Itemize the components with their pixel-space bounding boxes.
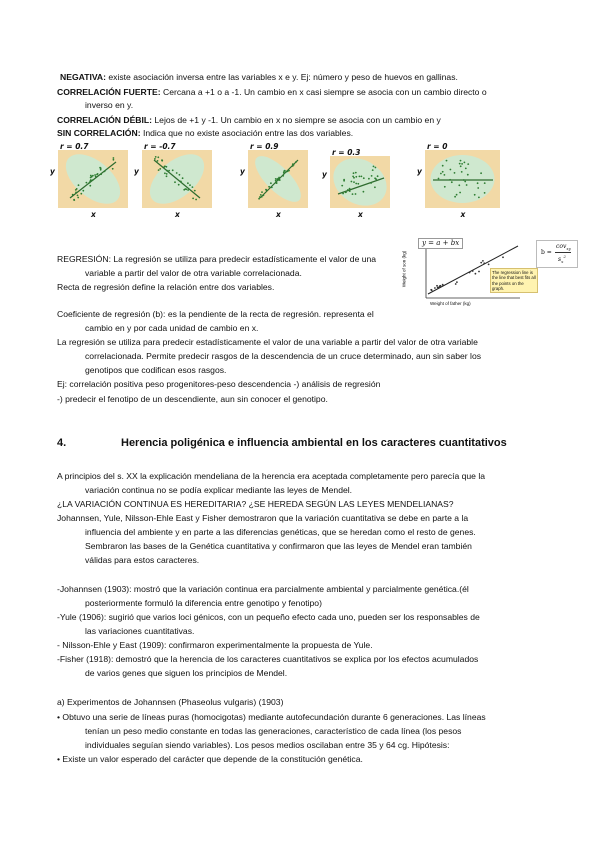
scatter-panel-4	[330, 156, 390, 208]
history-p1: A principios del s. XX la explicación mendeliana de la herencia era aceptada completamente pero parecía que la	[57, 471, 486, 481]
scatter-dot	[73, 199, 75, 201]
scatter-dot	[467, 163, 469, 165]
johannsen-item2: • Existe un valor esperado del carácter que depende de la constitución genética.	[57, 754, 363, 764]
scatter-dot	[359, 176, 361, 178]
scatter-dot	[480, 172, 482, 174]
history-p3-cont2: Sembraron las bases de la Genética cuantitativa y confirmaron que las leyes de Mendel eran también	[85, 541, 472, 551]
scatter-dot	[187, 182, 189, 184]
scatter-dot	[442, 165, 444, 167]
scatter-dot	[478, 197, 480, 199]
x-axis-label: x	[91, 210, 96, 219]
scatter-dot	[275, 180, 277, 182]
scatter-panel-1	[58, 150, 128, 208]
regression-dot	[472, 270, 474, 272]
scatter-dot	[168, 170, 170, 172]
scatter-dot	[459, 192, 461, 194]
y-axis-label: y	[50, 167, 55, 176]
scatter-dot	[477, 187, 479, 189]
scatter-dot	[484, 192, 486, 194]
scatter-dot	[76, 188, 78, 190]
regression-dot	[469, 272, 471, 274]
scatter-dot	[158, 169, 160, 171]
scatter-dot	[373, 166, 375, 168]
scatter-dot	[464, 162, 466, 164]
scatter-dot	[270, 182, 272, 184]
scatter-dot	[458, 184, 460, 186]
scatter-dot	[292, 165, 294, 167]
regresion-uso: La regresión se utiliza para predecir estadísticamente el valor de una variable a partir del valor de otra variable	[57, 337, 478, 347]
scatter-dot	[341, 185, 343, 187]
regresion-uso-cont2: genotipos que codifican esos rasgos.	[85, 365, 227, 375]
scatter-dot	[166, 170, 168, 172]
regresion-uso-cont1: correlacionada. Permite predecir rasgos de la descendencia de un cruce determinado, aun sin saber los	[85, 351, 482, 361]
predecir-fenotipo: -) predecir el fenotipo de un descendiente, aun sin conocer el genotipo.	[57, 394, 328, 404]
regression-formula: b = cov$_{xy}$ $s_x^2$	[536, 240, 578, 268]
ejemplo-correlacion: Ej: correlación positiva peso progenitores-peso descendencia -) análisis de regresión	[57, 379, 381, 389]
scatter-dot	[90, 175, 92, 177]
regresion-def: REGRESIÓN: La regresión se utiliza para predecir estadísticamente el valor de una	[57, 254, 377, 264]
scatter-dot	[442, 171, 444, 173]
scatter-dot	[463, 179, 465, 181]
scatter-dot	[260, 194, 262, 196]
scatter-dot	[90, 179, 92, 181]
scatter-dot	[174, 181, 176, 183]
scatter-dot	[347, 189, 349, 191]
scatter-dot	[459, 163, 461, 165]
scatter-dot	[371, 175, 373, 177]
scatter-dot	[372, 169, 374, 171]
scatter-dot	[282, 175, 284, 177]
scatter-dot	[467, 174, 469, 176]
correlation-r-label: r = 0	[427, 142, 448, 151]
scatter-dot	[449, 179, 451, 181]
history-p3-cont3: válidas para estos caracteres.	[85, 555, 200, 565]
coef-regresion-cont: cambio en y por cada unidad de cambio en x.	[85, 323, 259, 333]
johannsen-item1-cont1: tenían un peso medio constante en todas las generaciones, característico de cada línea (los pesos	[85, 726, 462, 736]
scatter-panel-3	[248, 150, 308, 208]
scatter-dot	[275, 178, 277, 180]
scatter-dot	[370, 182, 372, 184]
bullet-yule: -Yule (1906): sugirió que varios loci génicos, con un pequeño efecto cada uno, pueden ser los responsables de	[57, 612, 480, 622]
scatter-dot	[113, 159, 115, 161]
scatter-dot	[276, 182, 278, 184]
scatter-dot	[266, 189, 268, 191]
scatter-dot	[263, 194, 265, 196]
scatter-dot	[100, 169, 102, 171]
scatter-dot	[277, 178, 279, 180]
regression-dot	[430, 289, 432, 291]
johannsen-item1: • Obtuvo una serie de líneas puras (homocigotas) mediante autofecundación durante 6 generaciones. Las líneas	[57, 712, 486, 722]
coef-regresion: Coeficiente de regresión (b): es la pendiente de la recta de regresión. representa el	[57, 309, 374, 319]
scatter-dot	[342, 193, 344, 195]
scatter-dot	[450, 169, 452, 171]
section-number: 4.	[57, 437, 67, 449]
scatter-dot	[368, 178, 370, 180]
scatter-dot	[77, 197, 79, 199]
history-p3-cont1: influencia del ambiente y en parte a las diferencias genéticas, que se heredan como el resto de genes.	[85, 527, 476, 537]
y-axis-label: y	[322, 170, 327, 179]
regression-dot	[442, 284, 444, 286]
scatter-dot	[100, 173, 102, 175]
scatter-dot	[112, 168, 114, 170]
scatter-dot	[287, 170, 289, 172]
scatter-dot	[352, 193, 354, 195]
scatter-dot	[279, 179, 281, 181]
scatter-dot	[377, 175, 379, 177]
scatter-dot	[456, 194, 458, 196]
scatter-dot	[194, 190, 196, 192]
history-p1-cont: variación continua no se podía explicar mediante las leyes de Mendel.	[85, 485, 353, 495]
scatter-dot	[464, 181, 466, 183]
scatter-dot	[97, 173, 99, 175]
johannsen-title: a) Experimentos de Johannsen (Phaseolus vulgaris) (1903)	[57, 697, 284, 707]
scatter-dot	[154, 158, 156, 160]
scatter-dot	[72, 194, 74, 196]
scatter-dot	[461, 171, 463, 173]
scatter-dot	[89, 185, 91, 187]
scatter-dot	[277, 179, 279, 181]
regression-figure	[401, 236, 536, 310]
recta-regresion: Recta de regresión define la relación entre dos variables.	[57, 282, 275, 292]
fuerte-line: CORRELACIÓN FUERTE: Cercana a +1 o a -1. Un cambio en x casi siempre se asocia con un cambio directo o	[57, 87, 487, 97]
scatter-dot	[77, 195, 79, 197]
scatter-dot	[82, 190, 84, 192]
scatter-dot	[189, 184, 191, 186]
scatter-dot	[94, 174, 96, 176]
scatter-dot	[461, 163, 463, 165]
regression-dot	[478, 271, 480, 273]
regression-dot	[482, 260, 484, 262]
scatter-dot	[451, 181, 453, 183]
x-axis-label: x	[276, 210, 281, 219]
regression-dot	[434, 287, 436, 289]
johannsen-item1-cont2: individuales seguían siendo variables). Los pesos medios oscilaban entre 35 y 64 cg. Hipótesis:	[85, 740, 450, 750]
scatter-dot	[192, 198, 194, 200]
correlation-r-label: r = 0.9	[250, 142, 279, 151]
scatter-dot	[446, 160, 448, 162]
x-axis-label: x	[175, 210, 180, 219]
scatter-dot	[183, 189, 185, 191]
y-axis-label: y	[417, 167, 422, 176]
scatter-dot	[268, 186, 270, 188]
scatter-dot	[259, 196, 261, 198]
scatter-dot	[261, 191, 263, 193]
regression-xlabel: Weight of father (kg)	[430, 301, 471, 306]
scatter-dot	[477, 182, 479, 184]
scatter-dot	[182, 177, 184, 179]
scatter-dot	[86, 182, 88, 184]
scatter-dot	[345, 191, 347, 193]
scatter-dot	[353, 172, 355, 174]
bullet-nilsson: - Nilsson-Ehle y East (1909): confirmaron experimentalmente la propuesta de Yule.	[57, 640, 373, 650]
scatter-dot	[78, 184, 80, 186]
history-p3: Johannsen, Yule, Nilsson-Ehle East y Fisher demostraron que la variación cuantitativa se debe en parte a la	[57, 513, 469, 523]
scatter-dot	[355, 172, 357, 174]
scatter-dot	[355, 176, 357, 178]
scatter-dot	[355, 193, 357, 195]
scatter-dot	[474, 194, 476, 196]
scatter-dot	[363, 191, 365, 193]
scatter-dot	[80, 193, 82, 195]
scatter-dot	[95, 176, 97, 178]
scatter-dot	[172, 169, 174, 171]
scatter-dot	[192, 186, 194, 188]
scatter-dot	[157, 160, 159, 162]
scatter-dot	[454, 196, 456, 198]
scatter-dot	[292, 163, 294, 165]
correlation-r-label: r = 0.3	[332, 148, 361, 157]
scatter-dot	[374, 186, 376, 188]
regression-dot	[475, 273, 477, 275]
scatter-dot	[283, 172, 285, 174]
scatter-dot	[484, 182, 486, 184]
scatter-panel-5	[425, 150, 500, 208]
regression-dot	[436, 285, 438, 287]
scatter-dot	[460, 160, 462, 162]
scatter-dot	[161, 159, 163, 161]
scatter-dot	[159, 168, 161, 170]
scatter-dot	[295, 161, 297, 163]
scatter-dot	[187, 189, 189, 191]
history-question: ¿LA VARIACIÓN CONTINUA ES HEREDITARIA? ¿SE HEREDA SEGÚN LAS LEYES MENDELIANAS?	[57, 499, 454, 509]
x-axis-label: x	[358, 210, 363, 219]
scatter-dot	[355, 183, 357, 185]
scatter-dot	[357, 183, 359, 185]
regression-dot	[455, 283, 457, 285]
scatter-dot	[180, 181, 182, 183]
scatter-dot	[155, 156, 157, 158]
regression-equation: y = a + bx	[418, 238, 463, 249]
scatter-dot	[157, 156, 159, 158]
scatter-dot	[166, 173, 168, 175]
scatter-dot	[261, 196, 263, 198]
scatter-dot	[353, 181, 355, 183]
scatter-dot	[258, 198, 260, 200]
y-axis-label: y	[240, 167, 245, 176]
bullet-fisher: -Fisher (1918): demostró que la herencia de los caracteres cuantitativos se explica por los efectos acumulados	[57, 654, 479, 664]
bullet-fisher-cont: de varios genes que siguen los principios de Mendel.	[85, 668, 288, 678]
regression-ylabel: Weight of son (kg)	[401, 250, 407, 288]
scatter-dot	[271, 187, 273, 189]
scatter-dot	[444, 186, 446, 188]
correlation-r-label: r = -0.7	[144, 142, 176, 151]
scatter-dot	[164, 172, 166, 174]
scatter-dot	[100, 167, 102, 169]
scatter-dot	[438, 178, 440, 180]
scatter-dot	[92, 179, 94, 181]
scatter-dot	[454, 172, 456, 174]
scatter-dot	[113, 157, 115, 159]
section-title: Herencia poligénica e influencia ambiental en los caracteres cuantitativos	[121, 437, 507, 449]
scatter-dot	[176, 172, 178, 174]
regression-dot	[502, 256, 504, 258]
scatter-dot	[185, 188, 187, 190]
scatter-dot	[375, 167, 377, 169]
regression-dot	[456, 281, 458, 283]
x-axis-label: x	[460, 210, 466, 219]
scatter-dot	[284, 170, 286, 172]
scatter-dot	[164, 165, 166, 167]
negativa-line: NEGATIVA: existe asociación inversa entre las variables x e y. Ej: número y peso de huevos en gallinas.	[60, 72, 458, 82]
y-axis-label: y	[134, 167, 139, 176]
scatter-dot	[178, 184, 180, 186]
scatter-dot	[352, 176, 354, 178]
sin-correlacion-line: SIN CORRELACIÓN: Indica que no existe asociación entre las dos variables.	[57, 128, 354, 138]
scatter-panel-2	[142, 150, 212, 208]
scatter-dot	[466, 184, 468, 186]
scatter-dot	[460, 165, 462, 167]
scatter-dot	[104, 171, 106, 173]
scatter-dot	[440, 173, 442, 175]
scatter-dot	[166, 175, 168, 177]
regression-dot	[480, 262, 482, 264]
scatter-dot	[75, 192, 77, 194]
regression-dot	[483, 262, 485, 264]
regresion-def-cont: variable a partir del valor de otra variable correlacionada.	[85, 268, 302, 278]
scatter-dot	[351, 181, 353, 183]
correlation-r-label: r = 0.7	[60, 142, 89, 151]
scatter-dot	[465, 168, 467, 170]
scatter-dot	[349, 190, 351, 192]
scatter-dot	[349, 188, 351, 190]
bullet-yule-cont: las variaciones cuantitativas.	[85, 626, 195, 636]
fuerte-line-cont: inverso en y.	[85, 100, 134, 110]
scatter-dot	[343, 180, 345, 182]
bullet-johannsen-cont: posteriormente formuló la diferencia entre genotipo y fenotipo)	[85, 598, 322, 608]
scatter-dot	[195, 199, 197, 201]
scatter-dot	[361, 176, 363, 178]
scatter-dot	[363, 177, 365, 179]
debil-line: CORRELACIÓN DÉBIL: Lejos de +1 y -1. Un cambio en x no siempre se asocia con un cambio en y	[57, 115, 441, 125]
scatter-dot	[375, 178, 377, 180]
bullet-johannsen: -Johannsen (1903): mostró que la variación continua era parcialmente ambiental y parcialmente genética.(él	[57, 584, 469, 594]
scatter-dot	[444, 174, 446, 176]
regression-dot	[438, 287, 440, 289]
regression-note: The regression line is the line that best fits all the points on the graph.	[490, 268, 538, 293]
scatter-dot	[179, 174, 181, 176]
regression-dot	[488, 264, 490, 266]
